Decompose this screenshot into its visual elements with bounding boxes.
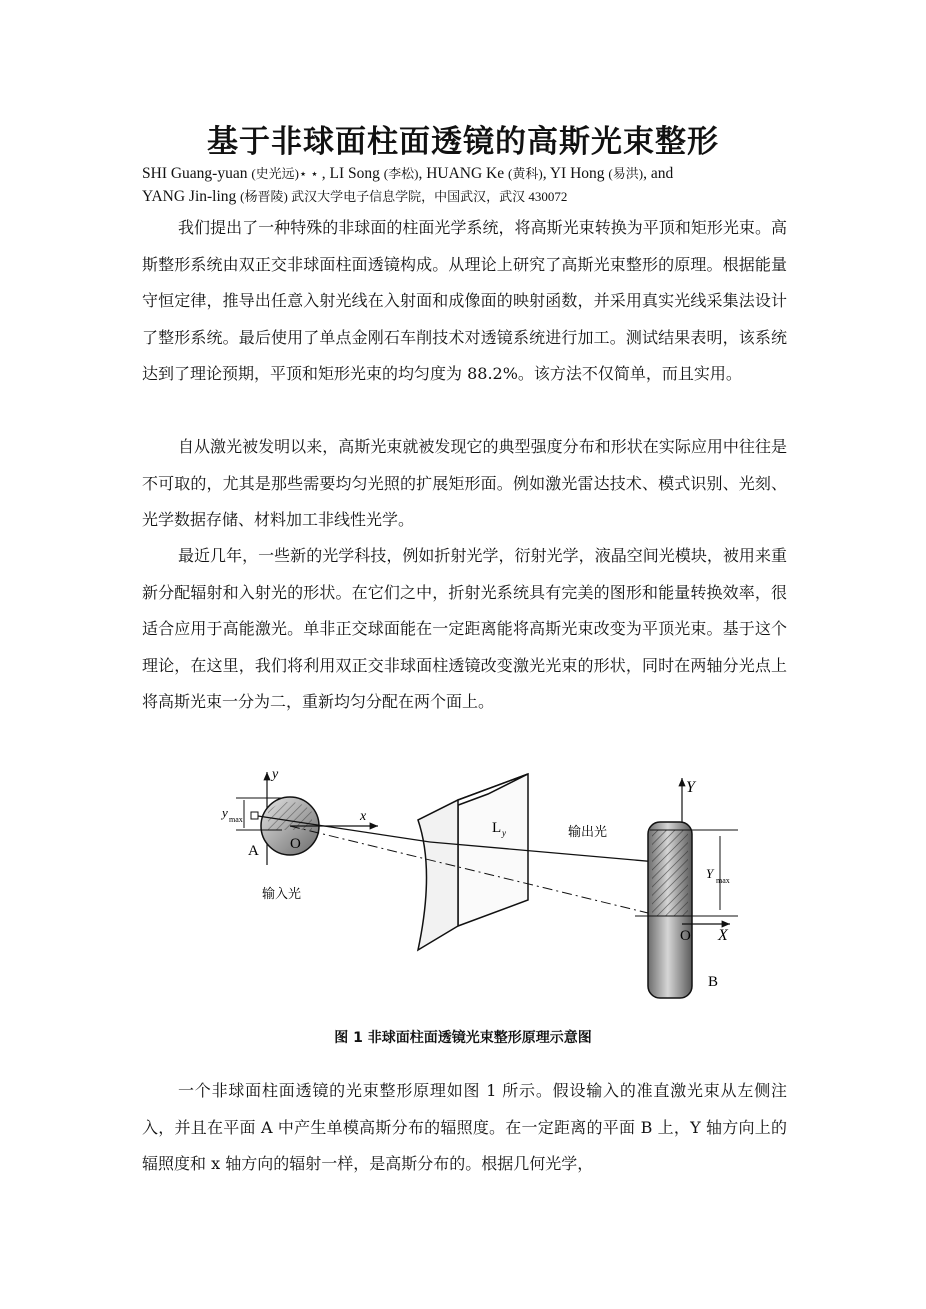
body-paragraph: 一个非球面柱面透镜的光束整形原理如图 1 所示。假设输入的准直激光束从左侧注入，并且在平面 A 中产生单模高斯分布的辐照度。在一定距离的平面 B 上，Y 轴方向上的辐照度和 x 轴方向的辐射一样，是高斯分布的。根据几何光学，	[142, 1081, 787, 1173]
abstract-paragraph: 我们提出了一种特殊的非球面的柱面光学系统，将高斯光束转换为平顶和矩形光束。高斯整形系统由双正交非球面柱面透镜构成。从理论上研究了高斯光束整形的原理。根据能量守恒定律，推导出任意入射光线在入射面和成像面的映射函数，并采用真实光线采集法设计了整形系统。最后使用了单点金刚石车削技术对透镜系统进行加工。测试结果表明，该系统达到了理论预期，平顶和矩形光束的均匀度为 88.2%。该方法不仅简单，而且实用。	[142, 218, 787, 383]
origin-right-label: O	[680, 928, 691, 944]
Ymax-label: Y	[706, 866, 714, 881]
author-line-2	[142, 185, 792, 208]
plane-b-label: B	[708, 974, 719, 990]
affiliation: 武汉大学电子信息学院，中国武汉，武汉 430072	[287, 189, 568, 204]
author-name: , LI Song	[321, 165, 384, 182]
author-name: YANG Jin-ling	[142, 188, 241, 205]
x-axis-label: x	[360, 809, 367, 824]
cylinder-hatch	[652, 830, 688, 916]
author-name: , YI Hong	[542, 165, 609, 182]
lens-label: L	[492, 820, 502, 836]
paper-title: 基于非球面柱面透镜的高斯光束整形	[207, 124, 719, 160]
author-line-1	[142, 162, 792, 185]
lens-curved-face	[418, 800, 458, 950]
Y-axis-label: Y	[686, 779, 695, 796]
author-name-cn: (易洪)	[608, 166, 644, 181]
lens-label-subscript: y	[502, 828, 506, 838]
output-light-label: 输出光	[568, 825, 608, 840]
author-name-cn: (李松)	[383, 166, 419, 181]
plane-a-label: A	[248, 843, 259, 859]
figure-caption: 图 1 非球面柱面透镜光束整形原理示意图	[334, 1030, 592, 1046]
beam-shaping-diagram	[210, 760, 770, 1020]
ray-start-marker	[251, 812, 258, 819]
body-paragraph: 自从激光被发明以来，高斯光束就被发现它的典型强度分布和形状在实际应用中往往是不可取的，尤其是那些需要均匀光照的扩展矩形面。例如激光雷达技术、模式识别、光刻、光学数据存储、材料加工非线性光学。	[142, 437, 787, 529]
Ymax-subscript: max	[716, 876, 730, 885]
figure-1	[210, 760, 770, 1020]
author-name: , HUANG Ke	[418, 165, 509, 182]
ymax-subscript: max	[229, 815, 243, 824]
corresponding-author-mark: ⋆ ⋆	[299, 166, 322, 181]
author-name: SHI Guang-yuan	[142, 165, 252, 182]
author-name-cn: (杨晋陵)	[240, 189, 288, 204]
X-axis-label: X	[718, 927, 728, 944]
author-name-cn: (黄科)	[508, 166, 543, 181]
y-axis-label: y	[272, 767, 279, 782]
body-paragraph: 最近几年，一些新的光学科技，例如折射光学，衍射光学，液晶空间光模块，被用来重新分配辐射和入射光的形状。在它们之中，折射光系统具有完美的图形和能量转换效率，很适合应用于高能激光。单非正交球面能在一定距离能将高斯光束改变为平顶光束。基于这个理论，在这里，我们将利用双正交非球面柱透镜改变激光光束的形状，同时在两轴分光点上将高斯光束一分为二，重新均匀分配在两个面上。	[142, 546, 787, 711]
author-name-cn: (史光远)	[251, 166, 300, 181]
author-block	[142, 162, 792, 208]
input-light-label: 输入光	[262, 887, 302, 902]
origin-left-label: O	[290, 836, 301, 852]
author-name: , and	[643, 165, 674, 182]
ymax-label: y	[222, 805, 228, 820]
